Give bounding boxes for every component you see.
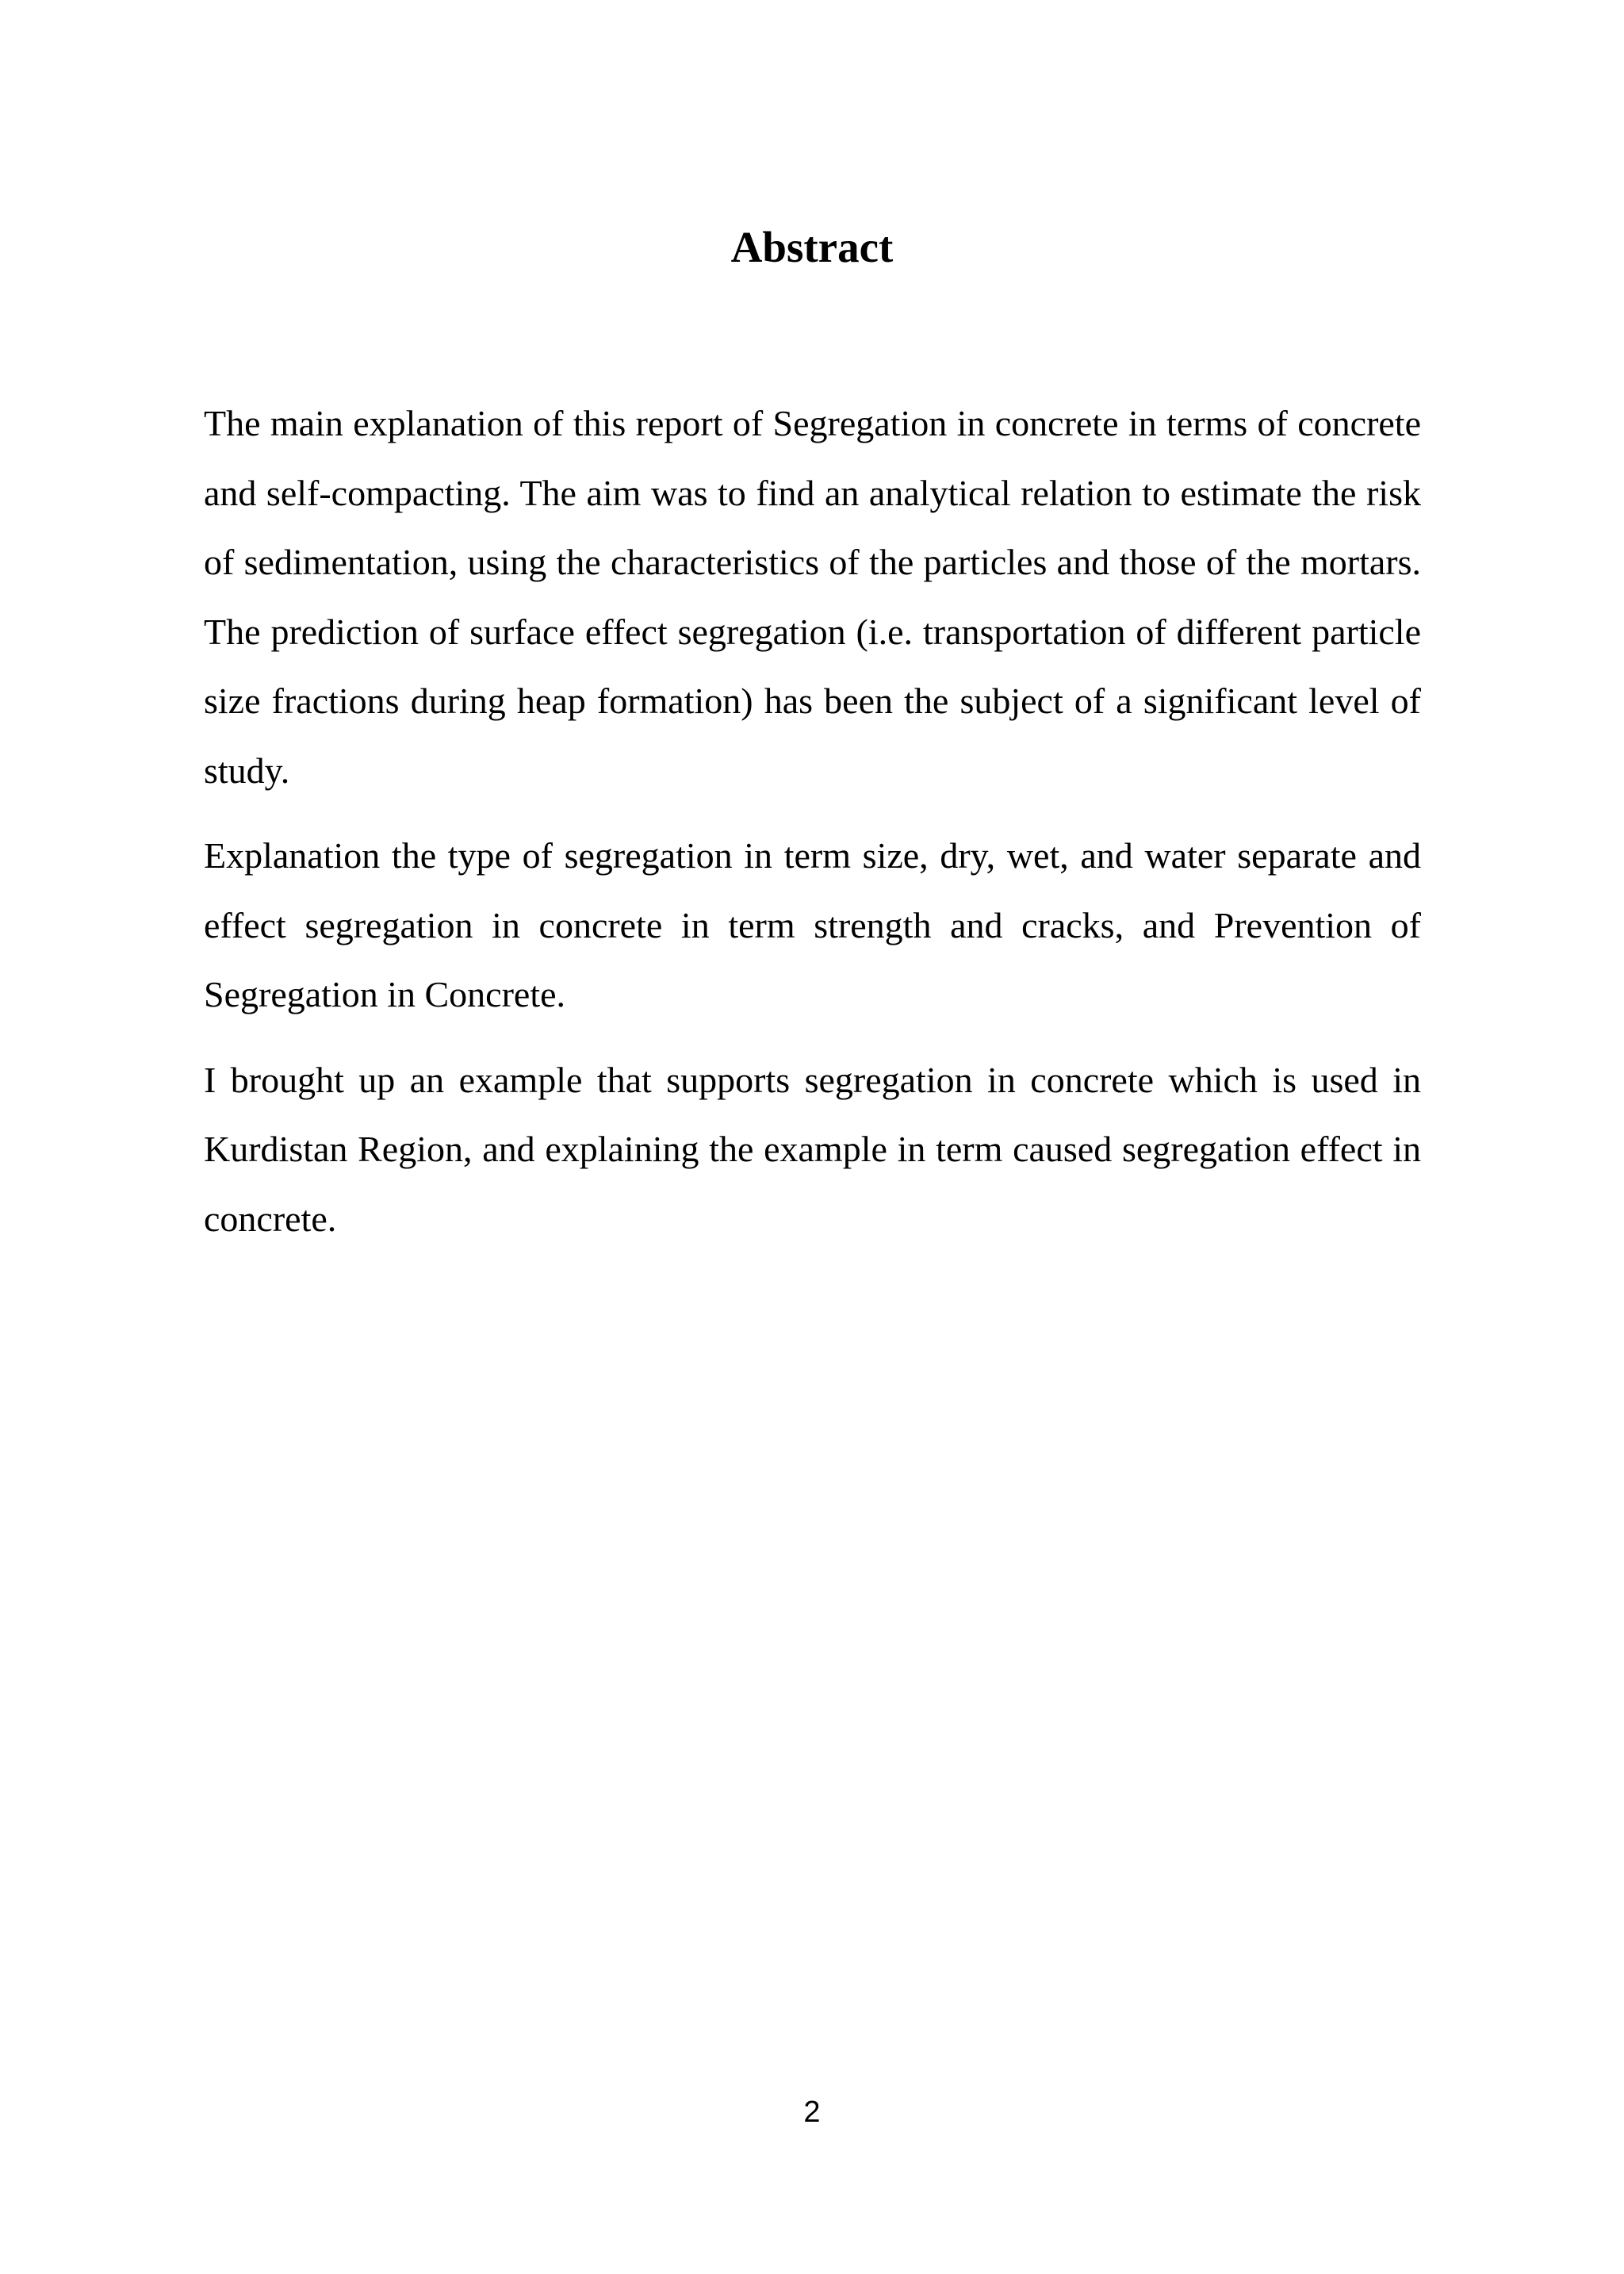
abstract-body [204,389,1421,1253]
abstract-paragraph-2: Explanation the type of segregation in term size, dry, wet, and water separate and effect segregation in concrete in term strength and cracks, and Prevention of Segregation in Concrete. [204,835,1421,1014]
abstract-heading: Abstract [730,223,894,271]
page-number: 2 [803,2096,821,2129]
abstract-paragraph-1: The main explanation of this report of Segregation in concrete in terms of concrete and self-compacting. The aim was to find an analytical relation to estimate the risk of sedimentation, using the characteristics of the particles and those of the mortars. The prediction of surface effect segregation (i.e. transportation of different particle size fractions during heap formation) has been the subject of a significant level of study. [204,403,1421,791]
abstract-paragraph-3: I brought up an example that supports segregation in concrete which is used in Kurdistan Region, and explaining the example in term caused segregation effect in concrete. [204,1059,1421,1239]
